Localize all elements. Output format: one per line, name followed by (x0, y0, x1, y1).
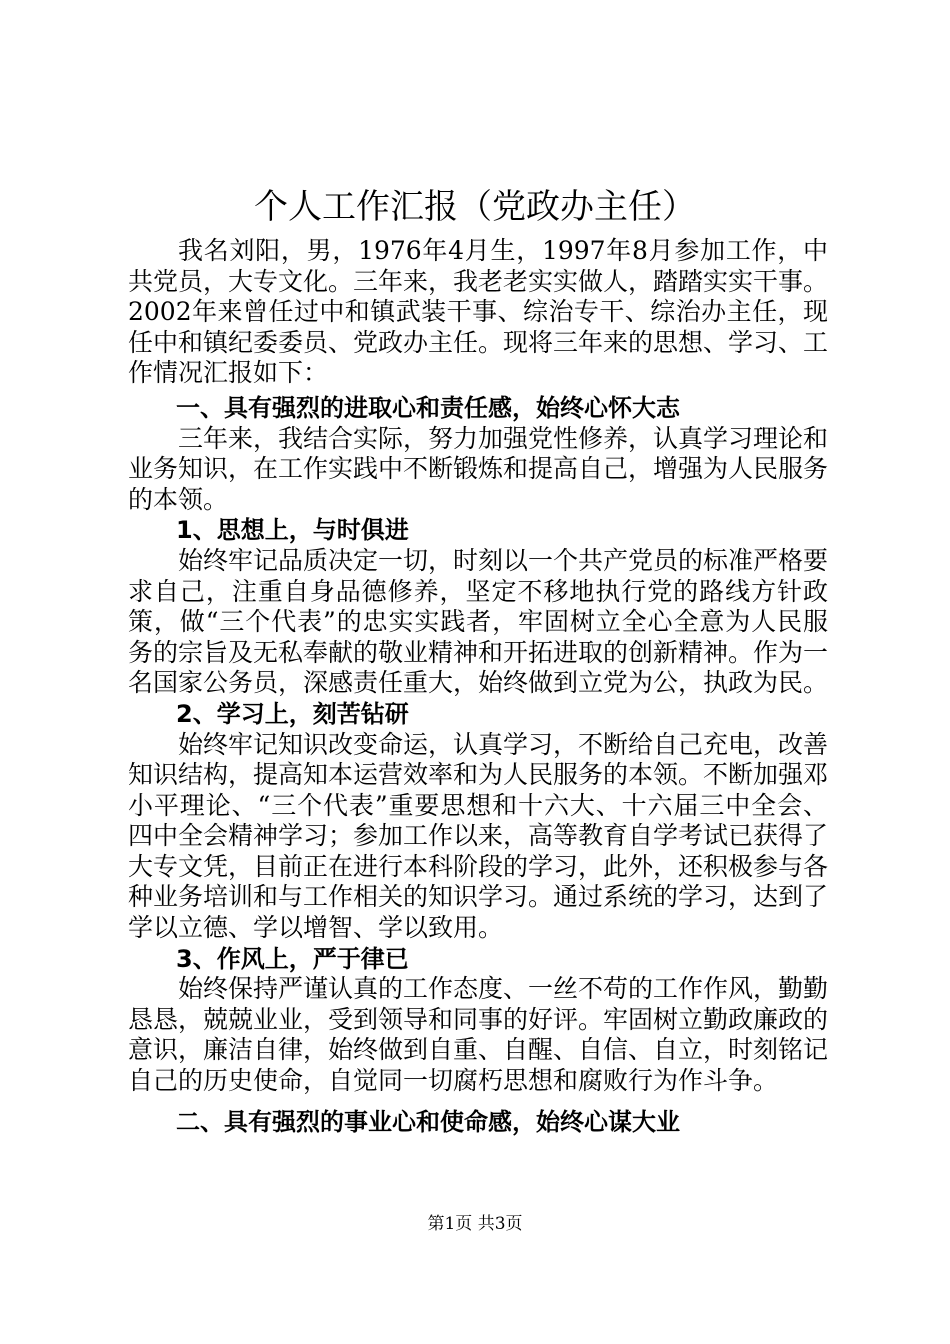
document-title: 个人工作汇报（党政办主任） (254, 187, 696, 227)
paragraph-intro: 我名刘阳，男，1976年4月生，1997年8月参加工作，中共党员，大专文化。三年来，我老老实实做人，踏踏实实干事。2002年来曾任过中和镇武装干事、综治专干、综治办主任，现任中和镇纪委委员、党政办主任。现将三年来的思想、学习、工作情况汇报如下： (128, 236, 829, 388)
section-heading-2: 二、具有强烈的事业心和使命感，始终心谋大业 (176, 1107, 680, 1136)
document-body (128, 236, 828, 1137)
subheading-thought: 1、思想上，与时俱进 (176, 516, 409, 545)
page-footer: 第1页 共3页 (427, 1214, 523, 1234)
paragraph-thought: 始终牢记品质决定一切，时刻以一个共产党员的标准严格要求自己，注重自身品德修养，坚定不移地执行党的路线方针政策，做“三个代表”的忠实实践者，牢固树立全心全意为人民服务的宗旨及无私奉献的敬业精神和开拓进取的创新精神。作为一名国家公务员，深感责任重大，始终做到立党为公，执政为民。 (128, 545, 829, 698)
section-heading-1: 一、具有强烈的进取心和责任感，始终心怀大志 (176, 393, 680, 422)
paragraph-style: 始终保持严谨认真的工作态度、一丝不苟的工作作风，勤勤恳恳，兢兢业业，受到领导和同事的好评。牢固树立勤政廉政的意识，廉洁自律，始终做到自重、自醒、自信、自立，时刻铭记自己的历史使命，自觉同一切腐朽思想和腐败行为作斗争。 (128, 974, 829, 1096)
paragraph-section-1: 三年来，我结合实际，努力加强党性修养，认真学习理论和业务知识，在工作实践中不断锻炼和提高自己，增强为人民服务的本领。 (128, 423, 829, 514)
paragraph-study: 始终牢记知识改变命运，认真学习，不断给自己充电，改善知识结构，提高知本运营效率和为人民服务的本领。不断加强邓小平理论、“三个代表”重要思想和十六大、十六届三中全会、四中全会精神学习；参加工作以来，高等教育自学考试已获得了大专文凭，目前正在进行本科阶段的学习，此外，还积极参与各种业务培训和与工作相关的知识学习。通过系统的学习，达到了学以立德、学以增智、学以致用。 (128, 729, 829, 943)
subheading-study: 2、学习上，刻苦钻研 (176, 699, 409, 728)
subheading-style: 3、作风上，严于律已 (176, 944, 409, 973)
